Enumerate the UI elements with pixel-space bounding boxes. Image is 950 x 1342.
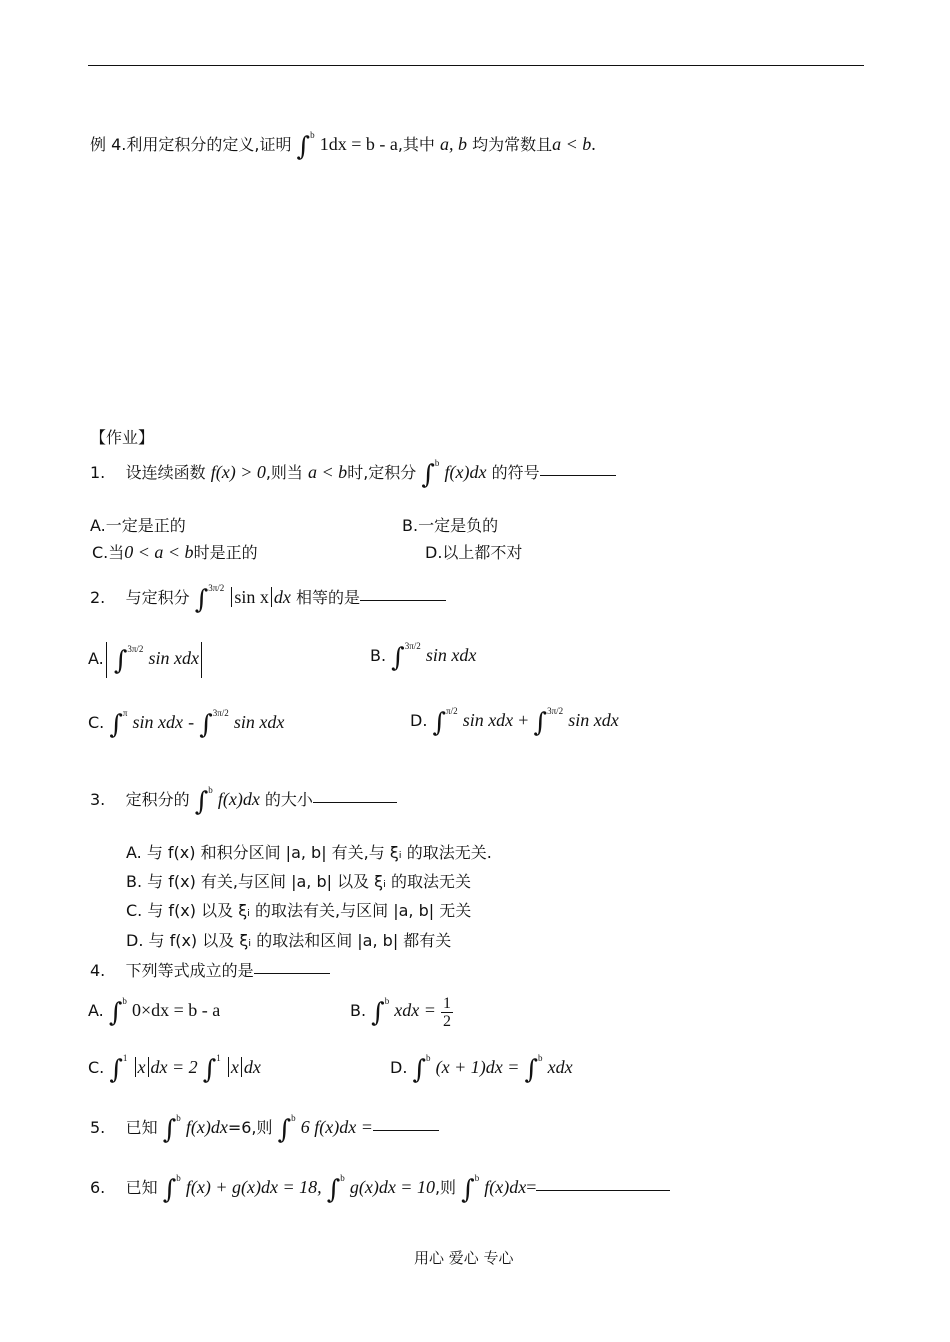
integral-sign: ∫ <box>432 708 447 738</box>
q1-option-a: A.一定是正的 <box>90 516 186 535</box>
answer-blank <box>254 973 330 974</box>
integral-sign: ∫ <box>108 998 123 1028</box>
q3-option-b: B. 与 f(x) 有关,与区间 |a, b| 以及 ξᵢ 的取法无关 <box>126 872 472 891</box>
q4-option-a: A. ∫$^b$ 0×dx = b - a <box>88 996 221 1028</box>
answer-blank <box>360 600 446 601</box>
header-rule <box>88 65 864 66</box>
integral-sign: ∫ <box>326 1175 341 1205</box>
q4-option-b: B. ∫$^b$ xdx = 1 2 <box>350 995 452 1030</box>
q2-option-b: B. ∫$^{3\pi/2}$ sin xdx <box>370 641 477 673</box>
homework-title: 【作业】 <box>90 428 155 447</box>
question-5: 5. 已知 ∫$^b$ f(x)dx=6,则 ∫$^b$ 6 f(x)dx = <box>90 1115 439 1143</box>
example-4-label: 例 4.利用定积分的定义,证明 <box>90 135 292 154</box>
q3-option-a: A. 与 f(x) 和积分区间 |a, b| 有关,与 ξᵢ 的取法无关. <box>126 843 492 862</box>
integral-sign: ∫ <box>277 1115 292 1145</box>
integral-sign: ∫ <box>461 1175 475 1205</box>
question-4: 4. 下列等式成立的是 <box>90 958 330 981</box>
footer: 用心 爱心 专心 <box>414 1249 514 1267</box>
example-equation: 1dx = b - a <box>319 134 398 154</box>
q1-option-c: C.当0 < a < b时是正的 <box>92 542 258 562</box>
integral-sign: ∫ <box>412 1055 427 1085</box>
question-3: 3. 定积分的 ∫$^b$ f(x)dx 的大小 <box>90 787 397 815</box>
question-2: 2. 与定积分 ∫$^{3\pi/2}$ sin x dx 相等的是 <box>90 585 446 613</box>
q1-option-b: B.一定是负的 <box>402 516 499 535</box>
integral-sign: ∫ <box>109 710 123 740</box>
integral-sign: ∫ <box>162 1115 177 1145</box>
q3-option-d: D. 与 f(x) 以及 ξᵢ 的取法和区间 |a, b| 都有关 <box>126 931 452 950</box>
answer-blank <box>540 475 616 476</box>
q1-option-d: D.以上都不对 <box>425 543 523 562</box>
answer-blank <box>313 802 397 803</box>
q2-option-c: C. ∫$^\pi$ sin xdx - ∫$^{3\pi/2}$ sin xdx <box>88 708 285 740</box>
integral-sign: ∫ <box>113 646 128 676</box>
integral-sign: ∫ <box>194 585 209 615</box>
integral-sign: ∫ <box>199 710 213 740</box>
question-1: 1. 设连续函数 f(x) > 0,则当 a < b时,定积分 ∫$^b$ f(x)dx 的符号 <box>90 460 616 488</box>
integral-sign: ∫ <box>202 1055 217 1085</box>
answer-blank <box>373 1130 439 1131</box>
integral-sign: ∫ <box>194 787 209 817</box>
q4-option-d: D. ∫$^b$ (x + 1)dx = ∫$^b$ xdx <box>390 1053 573 1085</box>
fraction-one-half: 1 2 <box>443 995 452 1030</box>
integral-sign: ∫ <box>533 708 548 738</box>
question-6: 6. 已知 ∫$^b$ f(x) + g(x)dx = 18, ∫$^b$ g(x)dx = 10,则 ∫$^b$ f(x)dx= <box>90 1175 670 1203</box>
integral-sign: ∫ <box>371 998 385 1028</box>
integral-sign: ∫ <box>109 1055 123 1085</box>
integral-sign: ∫ <box>296 132 311 162</box>
answer-blank <box>536 1190 670 1191</box>
integral-sign: ∫ <box>391 643 405 673</box>
q2-option-a: A. ∫$^{3\pi/2}$ sin xdx <box>88 642 204 678</box>
integral-sign: ∫ <box>162 1175 177 1205</box>
example-4: 例 4.利用定积分的定义,证明 ∫$^b$ 1dx = b - a,其中 a, b 均为常数且a < b. <box>90 130 596 162</box>
q4-option-c: C. ∫$^1$ x dx = 2 ∫$^1$ x dx <box>88 1053 261 1085</box>
integral-sign: ∫ <box>524 1055 539 1085</box>
integral-sign: ∫ <box>421 460 435 490</box>
q3-option-c: C. 与 f(x) 以及 ξᵢ 的取法有关,与区间 |a, b| 无关 <box>126 901 472 920</box>
q2-option-d: D. ∫$^{\pi/2}$ sin xdx + ∫$^{3\pi/2}$ sin xdx <box>410 706 619 738</box>
